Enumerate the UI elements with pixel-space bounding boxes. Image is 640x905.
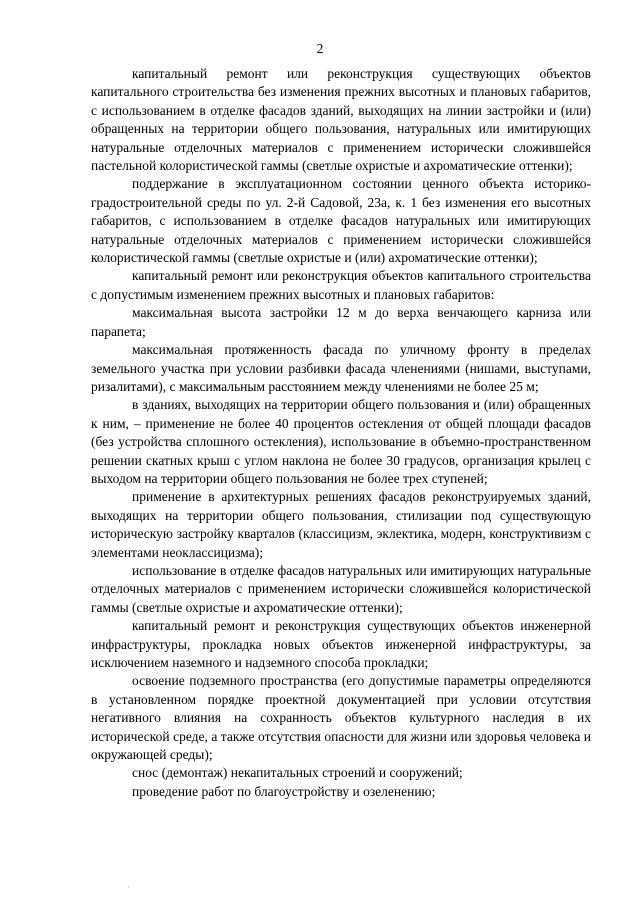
- paragraph: максимальная высота застройки 12 м до верха венчающего карниза или парапета;: [91, 305, 591, 339]
- paragraph: снос (демонтаж) некапитальных строений и сооружений;: [132, 765, 463, 781]
- paragraph: освоение подземного пространства (его допустимые параметры определяются в установленном порядке проектной документацией при условии отсутствия негативного влияния на сохранность объектов культурного наследия в их исторической среде, а также отсутствия опасности для жизни или здоровья человека и окружающей среды);: [91, 673, 591, 763]
- paragraph: использование в отделке фасадов натуральных или имитирующих натуральные отделочных материалов с применением исторически сложившейся колористической гаммы (светлые охристые и ахроматические оттенки);: [91, 562, 591, 615]
- paragraph: проведение работ по благоустройству и озеленению;: [132, 783, 436, 799]
- paragraph: капитальный ремонт или реконструкция существующих объектов капитального строительства без изменения прежних высотных и плановых габаритов, с использованием в отделке фасадов зданий, выходящих на линии застройки и (или) обращенных на территории общего пользования, натуральных или имитирующих натуральные отделочных материалов с применением исторически сложившейся пастельной колористической гаммы (светлые охристые и ахроматические оттенки);: [91, 66, 591, 174]
- paragraph: в зданиях, выходящих на территории общего пользования и (или) обращенных к ним, – применение не более 40 процентов остекления от общей площади фасадов (без устройства сплошного остекления), использование в объемно-пространственном решении скатных крыш с углом наклона не более 30 градусов, организация крылец с выходом на территории общего пользования не более трех ступеней;: [91, 397, 591, 486]
- paragraph: поддержание в эксплуатационном состоянии ценного объекта историко-градостроительной среды по ул. 2-й Садовой, 23а, к. 1 без изменения его высотных габаритов, с использованием в отделке фасадов натуральных или имитирующих натуральные отделочных материалов с применением исторически сложившейся колористической гаммы (светлые охристые и (или) ахроматические оттенки);: [91, 176, 591, 266]
- paragraph: капитальный ремонт или реконструкция объектов капитального строительства с допустимым изменением прежних высотных и плановых габаритов:: [91, 268, 591, 302]
- paragraph: применение в архитектурных решениях фасадов реконструируемых зданий, выходящих на территории общего пользования, стилизации под существующую историческую застройку кварталов (классицизм, эклектика, модерн, конструктивизм с элементами неоклассицизма);: [91, 489, 591, 560]
- paragraph: капитальный ремонт и реконструкция существующих объектов инженерной инфраструктуры, прокладка новых объектов инженерной инфраструктуры, за исключением наземного и надземного способа прокладки;: [91, 618, 591, 670]
- stray-mark: ·: [127, 883, 130, 892]
- page-number: 2: [316, 41, 324, 56]
- paragraph: максимальная протяженность фасада по уличному фронту в пределах земельного участка при условии разбивки фасада членениями (нишами, выступами, ризалитами), с максимальным расстоянием между членениями не более 25 м;: [91, 342, 591, 394]
- document-body: [91, 65, 591, 801]
